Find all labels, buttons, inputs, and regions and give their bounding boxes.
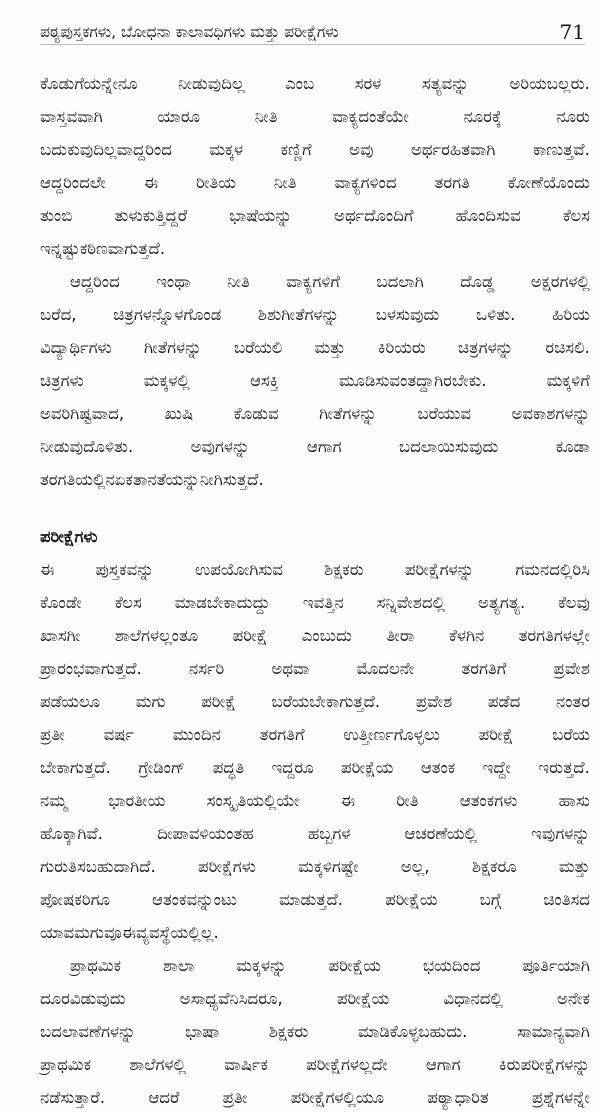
text-line [40,1048,590,1081]
word: ಸಾಮಾನ್ಯವಾಗಿ [516,1022,590,1041]
text-line [40,397,590,430]
word: ಮೊದಲನೇ [356,659,415,678]
word: ಅವರಿಗಿಷ್ಟವಾದ, [40,404,125,423]
word: ಅರ್ಥದೊಂದಿಗೆ [334,206,414,225]
word: ಪರೀಕ್ಷೆಯ [328,956,381,975]
word: ಬದಲಾಯಿಸುವುದು [398,437,499,456]
word: ಮಕ್ಕಳಲ್ಲಿ [143,371,190,390]
word: ಆಸಕ್ತಿ [249,371,279,390]
text-line [40,67,590,100]
word: ಶಾಲೆಗಳಲ್ಲಿ [129,1055,187,1074]
word: ಪರೀಕ್ಷೆಗಳನ್ನು [404,560,475,579]
word: ಪರೀಕ್ಷೆಯ [336,989,390,1008]
word: ಎಂಬ [285,74,315,93]
word: ಶಾಲೆಗಳಲ್ಲಂತೂ [114,626,199,645]
word: ಆಚರಣೆಯಲ್ಲಿ [404,824,478,843]
word: ವಾಕ್ಯಗಳಿಗೆ [286,272,340,291]
text-line [40,718,590,751]
word: ಸಂಸ್ಕೃತಿಯಲ್ಲಿಯೇ [206,791,300,810]
text-line [40,430,590,463]
word: ಆತಂಕ [420,758,456,777]
word: ಮಕ್ಕಳಿಗಷ್ಟೇ [298,857,359,876]
running-title: ಪಠ್ಯಪುಸ್ತಕಗಳು, ಬೋಧನಾ ಕಾಲಾವಧಿಗಳು ಮತ್ತು ಪರೀಕ್ಷೆಗಳು [40,23,339,41]
text-line [40,133,590,166]
word: ಗಮನದಲ್ಲಿರಿಸಿ [515,560,590,579]
word: ವ್ಯವಸ್ಥೆಯಲ್ಲಿಲ್ಲ. [136,923,219,942]
word: ಕೊಡುಗೆಯನ್ನೇನೂ [40,74,138,93]
word: ಪರೀಕ್ಷೆ [478,725,514,744]
word: ಪರೀಕ್ಷೆಗಳು [198,857,256,876]
word: ನೀಗಿಸುತ್ತದೆ. [199,470,264,489]
word: ಶಿಕ್ಷಕರು [268,1022,309,1041]
word: ಅರಿಯಬಲ್ಲರು. [509,74,590,93]
word: ಪರೀಕ್ಷೆಯ [385,890,438,909]
word: ಉತ್ತೀರ್ಣಗೊಳ್ಳಲು [343,725,440,744]
word: ಹಿರಿಯ [552,305,590,324]
word: ರೀತಿ [396,791,419,810]
word: ಭಯದಿಂದ [422,956,481,975]
word: ಪಠ್ಯಾಧಾರಿತ [427,1088,489,1107]
word: ಬದಲಾಗಿ [376,272,424,291]
word: ಬರೆದ, [40,305,77,324]
word: ಪರೀಕ್ಷೆಗಳಲ್ಲಿಯೂ [290,1088,385,1107]
paragraph-1 [40,67,590,265]
word: ಇನ್ನಷ್ಟು [40,239,80,258]
word: ಕೊಡುವ [233,404,279,423]
text-line [40,1015,590,1048]
word: ಮುಂದಿನ [172,725,221,744]
word: ವರ್ಷ [103,725,134,744]
text-line [40,916,590,949]
word: ತರಗತಿಗಳಲ್ಲೇ [518,626,590,645]
word: ಅಲ್ಲ, [400,857,430,876]
word: ಶಿಕ್ಷಕರು [324,560,364,579]
word: ಈ [40,560,55,579]
word: ತುಳುಕುತ್ತಿದ್ದರೆ [114,206,188,225]
word: ಕಾಣುತ್ತವೆ. [532,140,590,159]
word: ಬರೆಯಲಿ [233,338,283,357]
word: ಮಕ್ಕಳ [209,140,244,159]
word: ಪ್ರಶ್ನೆಗಳನ್ನೇ [531,1088,590,1107]
text-line [40,751,590,784]
word: ಬರೆಯುವ [417,404,472,423]
word: ಬೇಕಾಗುತ್ತದೆ. [40,758,111,777]
word: ಮಾಡುತ್ತದೆ. [279,890,344,909]
word: ಸರಳ [354,74,382,93]
word: ಗುರುತಿಸಬಹುದಾಗಿದೆ. [40,857,156,876]
word: ಆದ್ದರಿಂದ [70,272,120,291]
word: ವಿಧಾನದಲ್ಲಿ [443,989,503,1008]
word: ಪೂರ್ತಿಯಾಗಿ [522,956,590,975]
word: ಗ್ರೇಡಿಂಗ್ [138,758,186,777]
word: ಅನೇಕ [557,989,590,1008]
text-line [40,883,590,916]
word: ತರಗತಿಗೆ [461,659,507,678]
word: ಬರೆಯಬೇಕಾಗುತ್ತದೆ. [271,692,381,711]
word: ನೀಡುವುದಿಲ್ಲ [178,74,245,93]
word: ಇರುತ್ತದೆ. [538,758,590,777]
word: ಮಗು [135,692,166,711]
word: ಆಗಾಗ [425,1055,461,1074]
word: ಚಿತ್ರಗಳು [40,371,84,390]
word: ಪುಸ್ತಕವನ್ನು [95,560,154,579]
word: ಇಂಥಾ [156,272,191,291]
word: ಕಠಿಣವಾಗುತ್ತದೆ. [79,239,166,258]
text-line [40,619,590,652]
text-line [40,364,590,397]
word: ಬದಲಾವಣೆಗಳನ್ನು [40,1022,136,1041]
word: ಅರ್ಥರಹಿತವಾಗಿ [411,140,496,159]
word: ಅಥವಾ [271,659,310,678]
word: ವಿದ್ಯಾರ್ಥಿಗಳು [40,338,112,357]
word: ಚಿತ್ರಗಳನ್ನೊಳಗೊಂಡ [113,305,222,324]
word: ಸನ್ನಿವೇಶದಲ್ಲಿ [376,593,446,612]
text-line [40,586,590,619]
word: ಮತ್ತು [314,338,346,357]
word: ಪ್ರವೇಶ [415,692,453,711]
word: ವಾಕ್ಯಗಳಿಂದ [334,173,397,192]
word: ಏಕತಾನತೆಯನ್ನು [114,470,200,489]
text-line [40,232,590,265]
word: ಕೋಣೆಯೊಂದು [507,173,590,192]
word: ನೀತಿ [254,107,278,126]
word: ಅಸಾಧ್ಯವೆನಿಸಿದರೂ, [179,989,283,1008]
word: ಇದ್ದರೂ [271,758,314,777]
word: ಕೆಲಸ [562,206,590,225]
text-line [40,199,590,232]
word: ಪ್ರತೀ [222,1088,248,1107]
word: ಮಗುವೂ [74,923,122,942]
word: ಗೀತೆಗಳನ್ನು [143,338,202,357]
word: ಶಿಶುಗೀತೆಗಳನ್ನು [257,305,340,324]
word: ನಂತರ [555,692,590,711]
word: ನಡೆಸುತ್ತಾರೆ. [40,1088,106,1107]
word: ಭಾರತೀಯ [108,791,166,810]
word: ನೂರು [556,107,590,126]
word: ಪದ್ಧತಿ [212,758,245,777]
word: ಪರೀಕ್ಷೆ [232,626,268,645]
word: ದೊಡ್ಡ [460,272,495,291]
section-spacer [40,496,590,520]
word: ಪ್ರವೇಶ [553,659,590,678]
word: ಹಾಸು [558,791,590,810]
word: ಆತಂಕವನ್ನುಂಟು [152,890,238,909]
text-line [40,685,590,718]
word: ತುಂಬಿ [40,206,73,225]
word: ಪರೀಕ್ಷೆಗಳಲ್ಲದೇ [306,1055,388,1074]
word: ಮಕ್ಕಳನ್ನು [236,956,287,975]
word: ಅವಕಾಶಗಳನ್ನು [511,404,590,423]
word: ಮಾಡಬೇಕಾದುದ್ದು [174,593,270,612]
text-line [40,166,590,199]
word: ಭಾಷೆಯನ್ನು [229,206,292,225]
word: ಆದರೆ [148,1088,180,1107]
text-line [40,1081,590,1114]
word: ಹೊಕ್ಕಾಗಿವೆ. [40,824,104,843]
word: ಸತ್ಯವನ್ನು [421,74,469,93]
word: ಬಗ್ಗೆ [479,890,502,909]
text-line [40,817,590,850]
text-line [40,553,590,586]
word: ಹೊಂದಿಸುವ [455,206,521,225]
word: ಕೂಡಾ [555,437,590,456]
word: ಭಾಷಾ [185,1022,220,1041]
text-line [40,463,590,496]
word: ಈ [143,173,159,192]
paragraph-3 [40,553,590,949]
text-line [40,784,590,817]
word: ಚಿತ್ರಗಳನ್ನು [458,338,514,357]
section-heading: ಪರೀಕ್ಷೆಗಳು [40,527,98,546]
text-line [40,652,590,685]
word: ಮತ್ತು [558,857,590,876]
word: ಉಪಯೋಗಿಸುವ [195,560,284,579]
text-line [40,100,590,133]
word: ಕಿರುಪರೀಕ್ಷೆಗಳನ್ನು [498,1055,590,1074]
word: ದೂರವಿಡುವುದು [40,989,126,1008]
word: ಇವುಗಳನ್ನು [531,824,590,843]
paragraph-2 [40,265,590,496]
word: ಒಳಿತು. [476,305,516,324]
word: ತರಗತಿಗೆ [259,725,305,744]
word: ರಚಿಸಲಿ. [545,338,590,357]
word: ಪರೀಕ್ಷೆಯ [341,758,394,777]
word: ಇದ್ದೇ [482,758,511,777]
word: ಪಡೆಯಲೂ [40,692,101,711]
word: ಹಬ್ಬಗಳ [307,824,351,843]
word: ನಮ್ಮ [40,791,68,810]
word: ಆಗಾಗ [306,437,342,456]
word: ಈ [340,791,356,810]
word: ನೀತಿ [227,272,250,291]
word: ಮೂಡಿಸುವಂತದ್ದಾಗಿರಬೇಕು. [338,371,487,390]
word: ಪೋಷಕರಿಗೂ [40,890,111,909]
word: ಪರೀಕ್ಷೆ [201,692,236,711]
word: ಕೆಲವು [558,593,590,612]
word: ತರಗತಿ [434,173,470,192]
word: ಚಿಂತಿಸದ [543,890,590,909]
word: ಆದ್ದರಿಂದಲೇ [40,173,106,192]
word: ಗೀತೆಗಳನ್ನು [319,404,377,423]
word: ಬರೆಯ [552,725,590,744]
word: ನೀಡುವುದೊಳಿತು. [40,437,134,456]
word: ಕೊಂಡೇ [40,593,82,612]
word: ರೀತಿಯ [196,173,236,192]
text-line [40,982,590,1015]
word: ಬದುಕುವುದಿಲ್ಲವಾದ್ದರಿಂದ [40,140,172,159]
word: ಶಾಲಾ [162,956,195,975]
word: ಪಡೆದ [487,692,521,711]
word: ಮಾಡಿಕೊಳ್ಳಬಹುದು. [357,1022,468,1041]
page-number: 71 [559,20,585,44]
text-line [40,331,590,364]
word: ಕೆಳಗಿನ [448,626,485,645]
word: ತೀರಾ [386,626,415,645]
word: ಕೆಲಸ [114,593,142,612]
word: ನೂರಕ್ಕೆ [463,107,502,126]
word: ಪ್ರಾರಂಭವಾಗುತ್ತದೆ. [40,659,142,678]
word: ವಾಸ್ತವವಾಗಿ [40,107,103,126]
text-line [40,265,590,298]
word: ಅತ್ಯಗತ್ಯ. [477,593,526,612]
word: ಅವು [349,140,374,159]
word: ಅವುಗಳನ್ನು [190,437,250,456]
word: ದೀಪಾವಳಿಯಂತಹ [157,824,254,843]
text-line [40,298,590,331]
word: ಖುಷಿ [164,404,194,423]
word: ಎಂಬುದು [301,626,352,645]
running-header [40,10,585,45]
page-body [40,67,590,1114]
word: ವಾರ್ಷಿಕ [224,1055,268,1074]
word: ಶಿಕ್ಷಕರೂ [471,857,517,876]
word: ತರಗತಿಯಲ್ಲಿನ [40,470,115,489]
word: ಯಾರೂ [157,107,201,126]
word: ಇವತ್ತಿನ [302,593,344,612]
word: ಯಾವ [40,923,75,942]
word: ಬಳಸುವುದು [375,305,440,324]
text-line [40,850,590,883]
word: ಈ [121,923,137,942]
word: ಕಣ್ಣಿಗೆ [280,140,312,159]
word: ನರ್ಸರಿ [189,659,225,678]
word: ವಾಕ್ಯದಂತೆಯೇ [332,107,409,126]
text-line [40,949,590,982]
word: ಪ್ರಾಥಮಿಕ [40,1055,92,1074]
paragraph-4 [40,949,590,1114]
word: ಕಿರಿಯರು [377,338,426,357]
word: ಆತಂಕಗಳು [459,791,518,810]
word: ಪ್ರತೀ [40,725,65,744]
word: ಖಾಸಗೀ [40,626,81,645]
word: ಮಕ್ಕಳಿಗೆ [546,371,590,390]
word: ನೀತಿ [273,173,297,192]
word: ಪ್ರಾಥಮಿಕ [70,956,122,975]
word: ಅಕ್ಷರಗಳಲ್ಲಿ [530,272,590,291]
